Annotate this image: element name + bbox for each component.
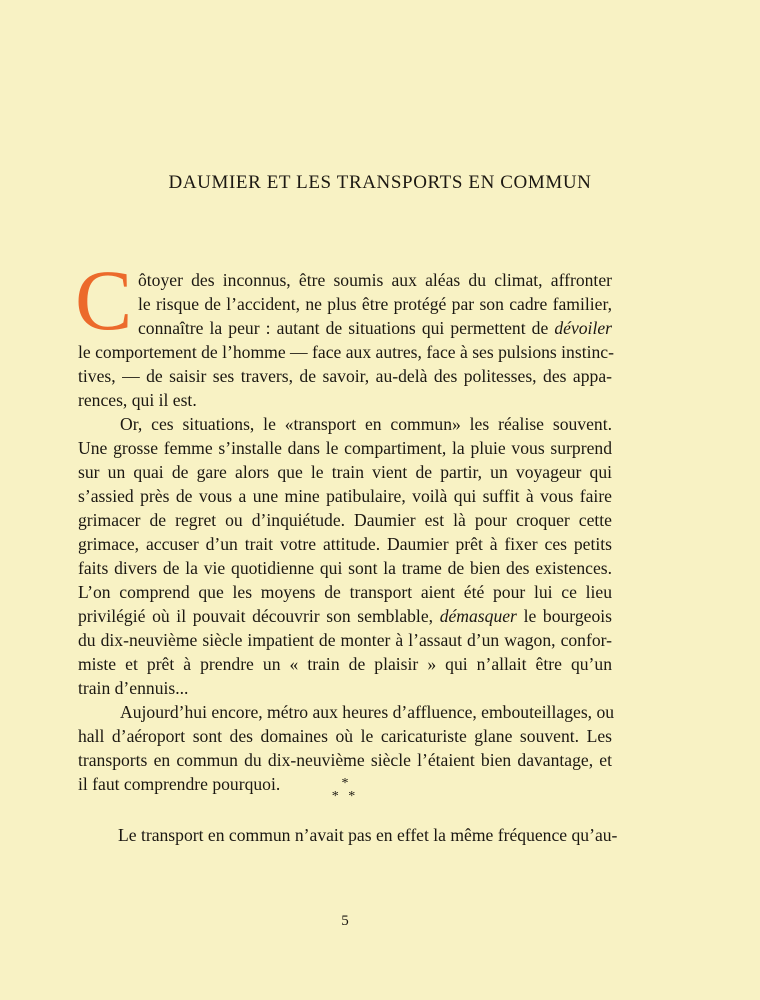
- text-line: L’on comprend que les moyens de transport aient été pour lui ce lieu: [78, 582, 612, 602]
- text-line: Une grosse femme s’installe dans le compartiment, la pluie vous surprend: [78, 438, 612, 458]
- text-line: Or, ces situations, le «transport en commun» les réalise souvent.: [120, 414, 612, 434]
- text-line: le risque de l’accident, ne plus être protégé par son cadre familier,: [138, 294, 612, 314]
- drop-cap: C: [75, 252, 133, 348]
- page-number: 5: [341, 913, 349, 929]
- text-line: rences, qui il est.: [78, 390, 197, 410]
- text-run: privilégié où il pouvait découvrir son semblable,: [78, 606, 434, 626]
- text-line: faits divers de la vie quotidienne qui sont la trame de bien des existences.: [78, 558, 612, 578]
- asterism-bottom: * *: [331, 789, 359, 804]
- text-line: sur un quai de gare alors que le train vient de partir, un voyageur qui: [78, 462, 612, 482]
- text-run: connaître la peur : autant de situations qui permettent de: [138, 318, 555, 338]
- text-line: ôtoyer des inconnus, être soumis aux aléas du climat, affronter: [138, 270, 612, 290]
- text-line: grimace, accuser d’un trait votre attitude. Daumier prêt à fixer ces petits: [78, 534, 612, 554]
- italic-word: démasquer: [439, 606, 517, 626]
- text-line: s’assied près de vous a une mine patibulaire, voilà qui suffit à vous faire: [78, 486, 612, 506]
- text-line: le comportement de l’homme — face aux autres, face à ses pulsions instinc-: [78, 342, 614, 362]
- text-line: [78, 604, 612, 628]
- text-line: tives, — de saisir ses travers, de savoir, au-delà des politesses, des appa-: [78, 366, 612, 386]
- text-line: [78, 316, 612, 340]
- text-line: transports en commun du dix-neuvième siècle l’étaient bien davantage, et: [78, 750, 612, 770]
- text-line: miste et prêt à prendre un « train de plaisir » qui n’allait être qu’un: [78, 654, 612, 674]
- text-line: du dix-neuvième siècle impatient de monter à l’assaut d’un wagon, confor-: [78, 630, 612, 650]
- main-text: [75, 252, 615, 796]
- continuation-line: Le transport en commun n’avait pas en effet la même fréquence qu’au-: [118, 825, 618, 845]
- text-line: train d’ennuis...: [78, 678, 189, 698]
- text-line: hall d’aéroport sont des domaines où le caricaturiste glane souvent. Les: [78, 726, 612, 746]
- text-line: grimacer de regret ou d’inquiétude. Daumier est là pour croquer cette: [78, 510, 612, 530]
- asterism-top: *: [341, 776, 349, 791]
- text-line: Aujourd’hui encore, métro aux heures d’affluence, embouteillages, ou: [120, 702, 615, 722]
- text-run: le bourgeois: [516, 606, 612, 626]
- text-line: il faut comprendre pourquoi.: [78, 774, 281, 794]
- chapter-title: DAUMIER ET LES TRANSPORTS EN COMMUN: [168, 172, 592, 193]
- italic-word: dévoiler: [554, 318, 612, 338]
